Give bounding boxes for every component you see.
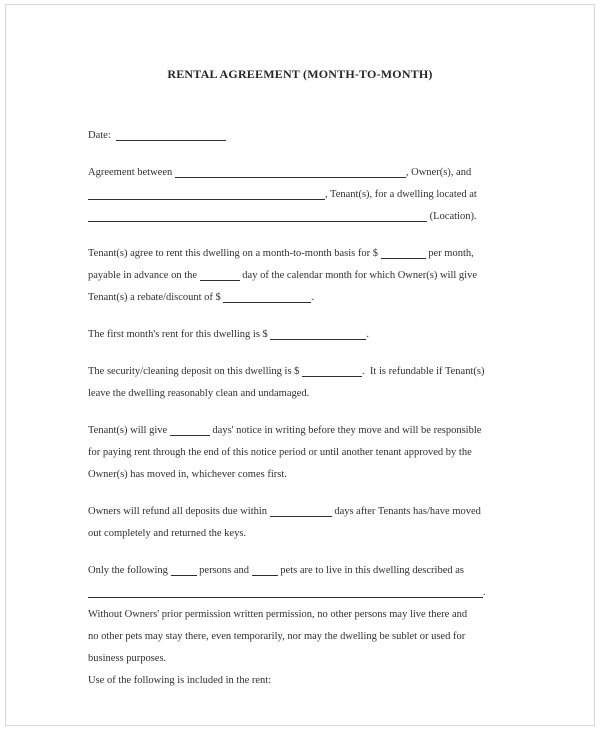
text-line bbox=[88, 501, 512, 523]
blank-field bbox=[175, 176, 406, 178]
text-run: The security/cleaning deposit on this dwelling is $ bbox=[88, 366, 303, 377]
text-run: . It is refundable if Tenant(s) bbox=[362, 366, 485, 377]
text-run: days' notice in writing before they move and will be responsible bbox=[209, 425, 482, 436]
text-line bbox=[88, 265, 512, 287]
blank-field bbox=[88, 220, 427, 222]
first-month-rent-clause bbox=[88, 324, 512, 346]
text-line bbox=[88, 670, 512, 692]
text-run: Date: bbox=[88, 130, 116, 141]
document-content bbox=[6, 5, 594, 692]
text-run: no other pets may stay there, even temporarily, nor may the dwelling be sublet or used for bbox=[88, 631, 466, 642]
blank-field bbox=[223, 301, 311, 303]
text-line bbox=[88, 184, 512, 206]
text-line bbox=[88, 523, 512, 545]
text-run: , Owner(s), and bbox=[405, 167, 472, 178]
text-run: Tenant(s) will give bbox=[88, 425, 170, 436]
text-line bbox=[88, 287, 512, 309]
text-run: for paying rent through the end of this notice period or until another tenant approved by the bbox=[88, 447, 472, 458]
text-run: . bbox=[483, 587, 486, 598]
text-run: out completely and returned the keys. bbox=[88, 528, 247, 539]
blank-field bbox=[302, 375, 362, 377]
text-run: persons and bbox=[196, 565, 252, 576]
text-run: Owners will refund all deposits due within bbox=[88, 506, 270, 517]
text-line bbox=[88, 324, 512, 346]
text-line bbox=[88, 648, 512, 670]
document-page bbox=[5, 4, 595, 726]
text-run: pets are to live in this dwelling described as bbox=[277, 565, 465, 576]
text-line bbox=[88, 464, 512, 486]
blank-field bbox=[270, 338, 366, 340]
included-in-rent-clause bbox=[88, 670, 512, 692]
text-line bbox=[88, 626, 512, 648]
text-line bbox=[88, 125, 512, 147]
occupants-clause bbox=[88, 560, 512, 604]
text-line bbox=[88, 206, 512, 228]
date-line bbox=[88, 125, 512, 147]
blank-field bbox=[171, 574, 197, 576]
permission-clause bbox=[88, 604, 512, 670]
text-run: Tenant(s) agree to rent this dwelling on a month-to-month basis for $ bbox=[88, 248, 381, 259]
rent-clause bbox=[88, 243, 512, 309]
text-line bbox=[88, 420, 512, 442]
text-run: Owner(s) has moved in, whichever comes first. bbox=[88, 469, 287, 480]
deposit-clause bbox=[88, 361, 512, 405]
text-line bbox=[88, 604, 512, 626]
blank-field bbox=[116, 139, 226, 141]
parties-clause bbox=[88, 162, 512, 228]
text-run: business purposes. bbox=[88, 653, 167, 664]
blank-field bbox=[252, 574, 278, 576]
document-title: RENTAL AGREEMENT (MONTH-TO-MONTH) bbox=[167, 67, 433, 81]
text-run: Use of the following is included in the rent: bbox=[88, 675, 272, 686]
text-line bbox=[88, 442, 512, 464]
text-line bbox=[88, 582, 512, 604]
text-run: leave the dwelling reasonably clean and undamaged. bbox=[88, 388, 310, 399]
text-run: Without Owners' prior permission written permission, no other persons may live there and bbox=[88, 609, 468, 620]
notice-clause bbox=[88, 420, 512, 486]
text-run: per month, bbox=[425, 248, 474, 259]
blank-field bbox=[88, 596, 483, 598]
text-line bbox=[88, 243, 512, 265]
text-run: Agreement between bbox=[88, 167, 175, 178]
text-line bbox=[88, 162, 512, 184]
blank-field bbox=[170, 434, 210, 436]
text-run: days after Tenants has/have moved bbox=[331, 506, 481, 517]
text-line bbox=[88, 361, 512, 383]
text-run: (Location). bbox=[427, 211, 477, 222]
blank-field bbox=[200, 279, 240, 281]
refund-clause bbox=[88, 501, 512, 545]
blank-field bbox=[381, 257, 426, 259]
text-line bbox=[88, 560, 512, 582]
blank-field bbox=[88, 198, 325, 200]
document-body bbox=[88, 125, 512, 692]
text-run: Tenant(s) a rebate/discount of $ bbox=[88, 292, 224, 303]
text-run: . bbox=[366, 329, 370, 340]
text-run: Only the following bbox=[88, 565, 171, 576]
text-run: day of the calendar month for which Owner(s) will give bbox=[239, 270, 478, 281]
text-run: . bbox=[311, 292, 315, 303]
blank-field bbox=[270, 515, 332, 517]
text-line bbox=[88, 383, 512, 405]
text-run: payable in advance on the bbox=[88, 270, 200, 281]
text-run: , Tenant(s), for a dwelling located at bbox=[325, 189, 477, 200]
text-run: The first month's rent for this dwelling is $ bbox=[88, 329, 271, 340]
